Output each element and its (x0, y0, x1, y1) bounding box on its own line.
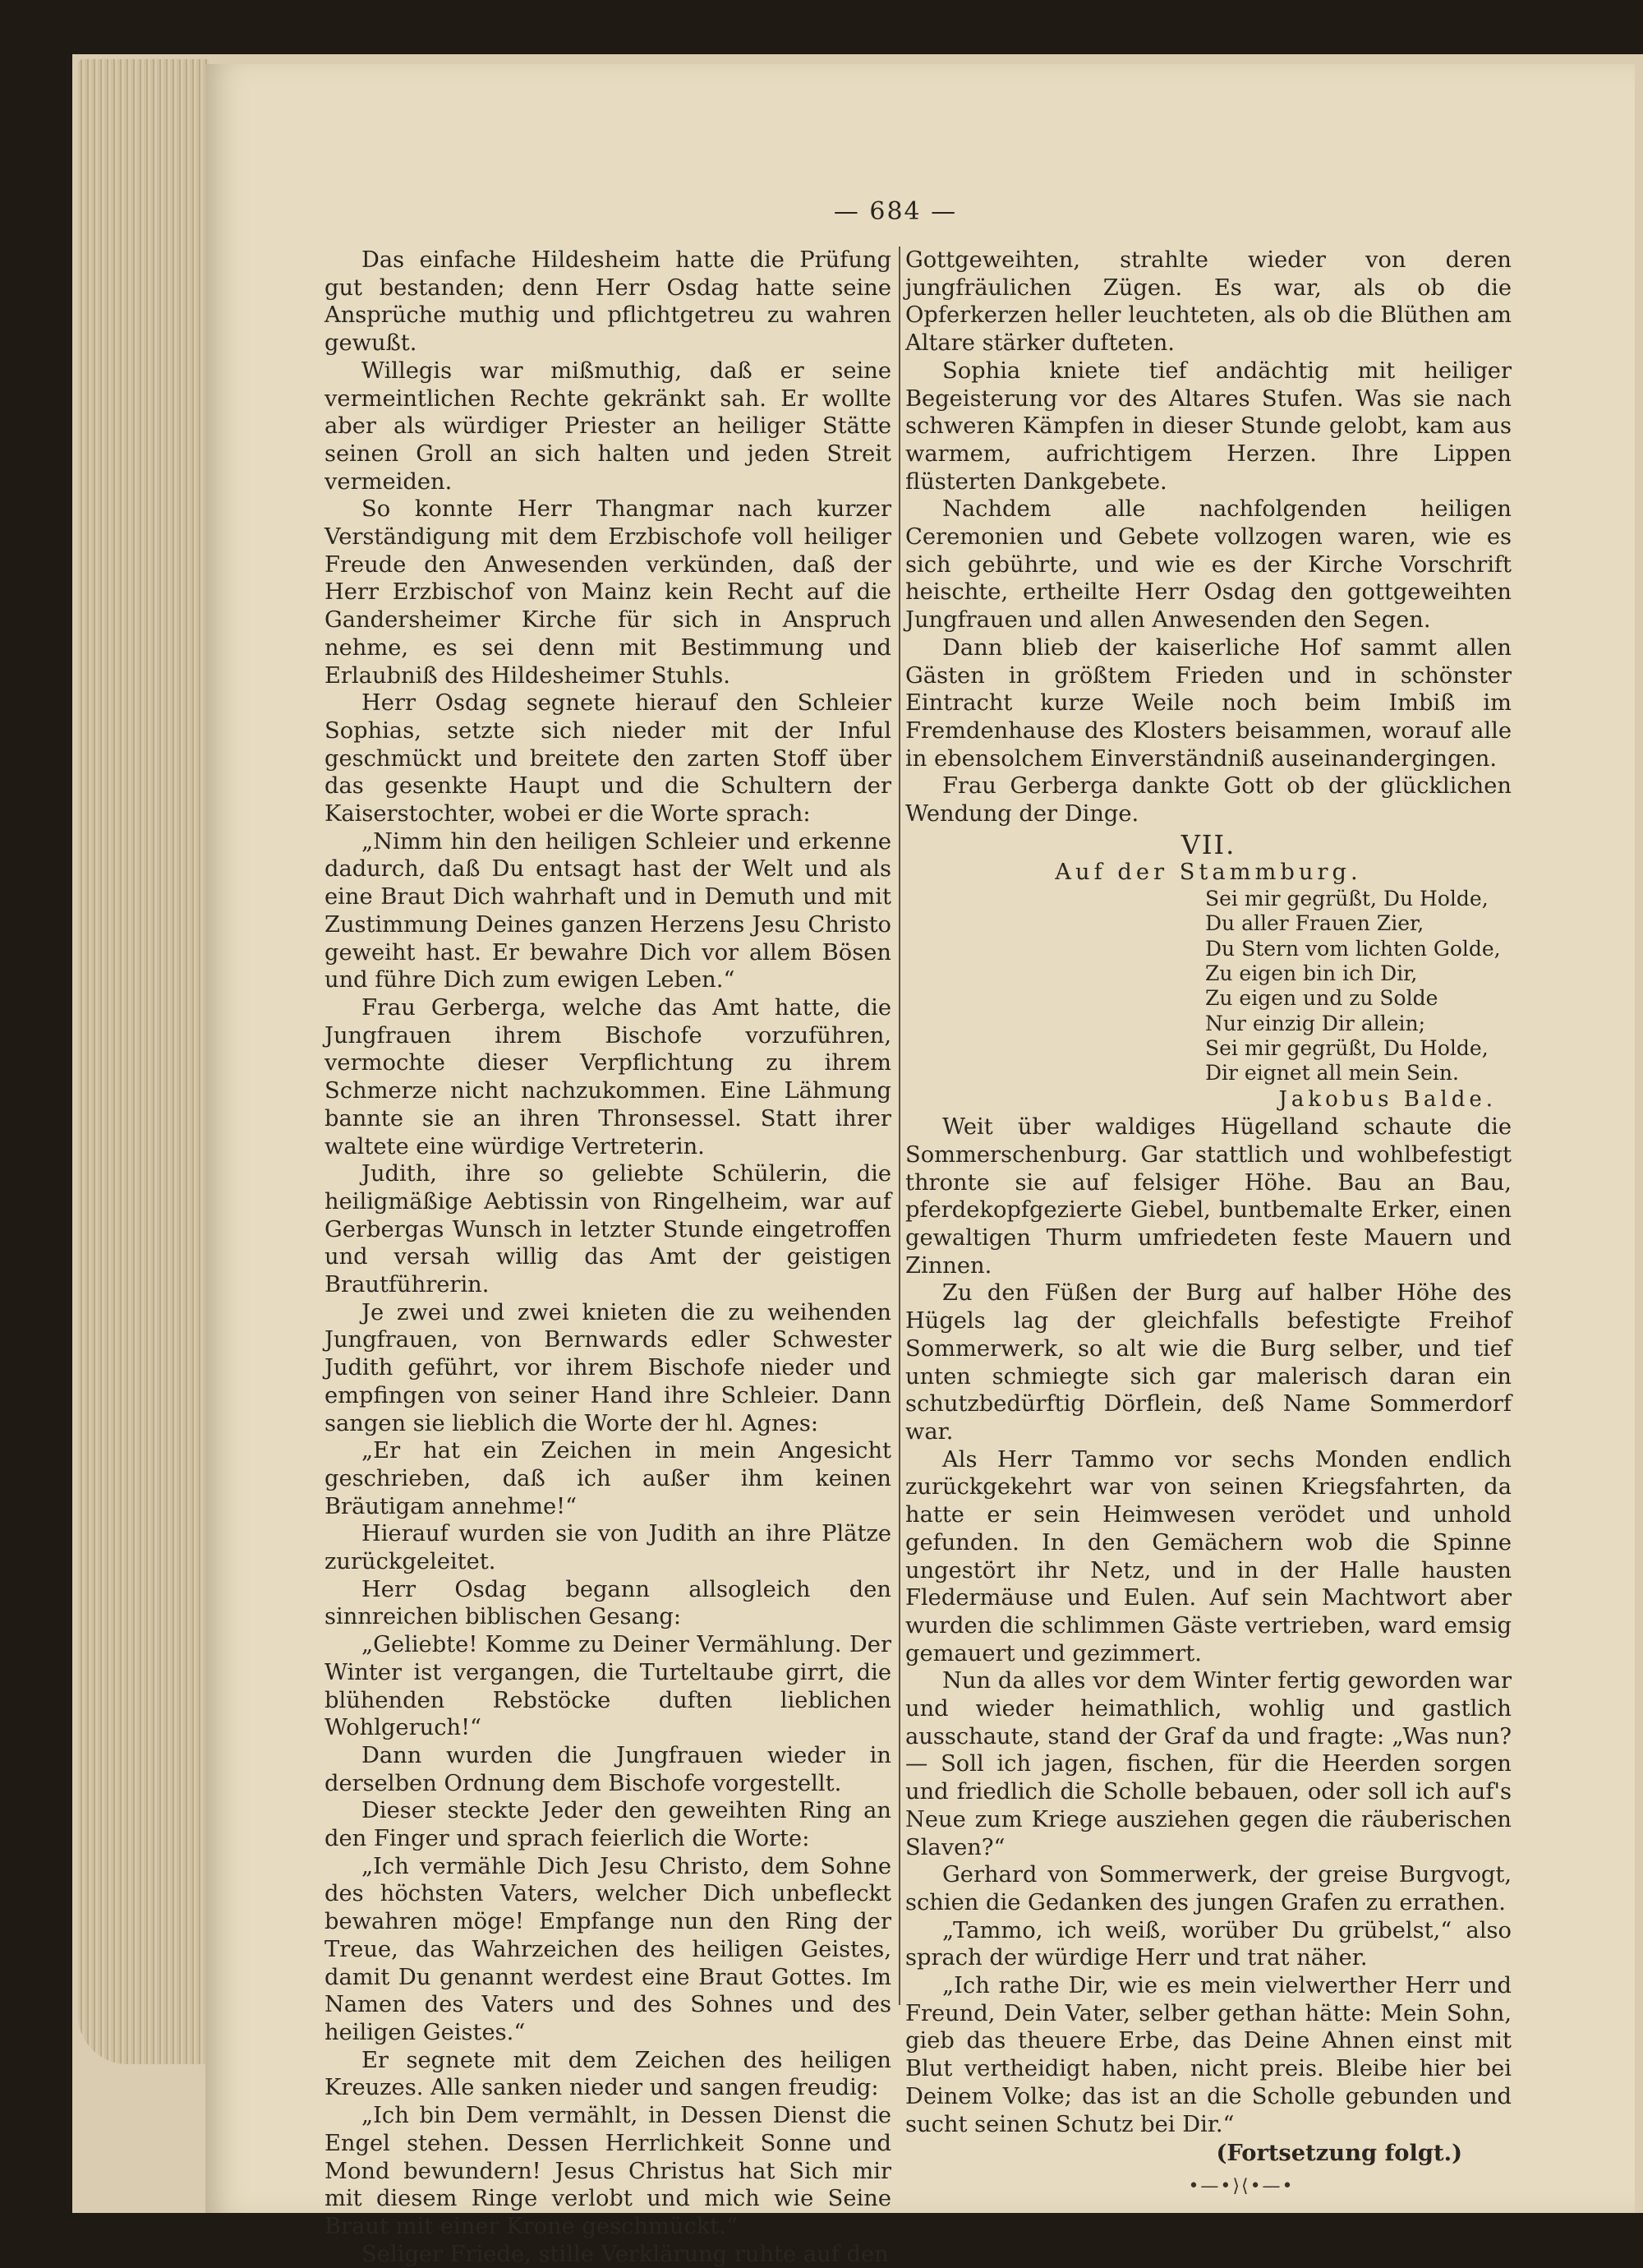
column-divider (899, 247, 900, 2005)
right-column-top (905, 247, 1512, 828)
paragraph: Das einfache Hildesheim hatte die Prüfung gut bestanden; denn Herr Osdag hatte seine Ansprüche muthig und pflichtgetreu zu wahren gewußt. (324, 247, 891, 357)
poem-line: Nur einzig Dir allein; (1205, 1011, 1426, 1035)
chapter-number: VII. (1180, 828, 1236, 860)
paragraph: „Tammo, ich weiß, worüber Du grübelst,“ also sprach der würdige Herr und trat näher. (905, 1917, 1512, 1971)
paragraph: Seliger Friede, stille Verklärung ruhte auf den (361, 2241, 889, 2267)
paragraph: Dieser steckte Jeder den geweihten Ring an den Finger und sprach feierlich die Worte: (324, 1798, 891, 1852)
poem-line: Du aller Frauen Zier, (1205, 911, 1424, 936)
continuation-note: (Fortsetzung folgt.) (1216, 2140, 1462, 2167)
paragraph: „Ich bin Dem vermählt, in Dessen Dienst die Engel stehen. Dessen Herrlichkeit Sonne und Mond bewundern! Jesus Christus hat Sich mir mit diesem Ringe verlobt und mich wie Seine Braut mit einer Krone geschmückt.“ (324, 2103, 891, 2239)
paragraph: Gerhard von Sommerwerk, der greise Burgvogt, schien die Gedanken des jungen Grafen zu errathen. (905, 1862, 1512, 1915)
paragraph: Zu den Füßen der Burg auf halber Höhe des Hügels lag der gleichfalls befestigte Freihof Sommerwerk, so alt wie die Burg selber, und tief unten schmiegte sich gar malerisch daran ein schutzbedürftig Dörflein, deß Name Sommerdorf war. (905, 1280, 1512, 1445)
poem-line: Sei mir gegrüßt, Du Holde, (1205, 1035, 1489, 1060)
paragraph: Willegis war mißmuthig, daß er seine vermeintlichen Rechte gekränkt sah. Er wollte aber als würdiger Priester an heiliger Stätte seinen Groll an sich halten und jeden Streit vermeiden. (324, 357, 891, 495)
paragraph: Frau Gerberga dankte Gott ob der glücklichen Wendung der Dinge. (905, 773, 1512, 827)
right-column (905, 247, 1512, 2201)
poem-line: Zu eigen und zu Solde (1205, 986, 1438, 1011)
paragraph: Weit über waldiges Hügelland schaute die Sommerschenburg. Gar stattlich und wohlbefestigt thronte sie auf felsiger Höhe. Bau an Bau, pferdekopfgezierte Giebel, buntbemalte Erker, einen gewaltigen Thurm umfriedeten feste Mauern und Zinnen. (905, 1114, 1512, 1279)
paragraph: So konnte Herr Thangmar nach kurzer Verständigung mit dem Erzbischofe voll heiliger Freude den Anwesenden verkünden, daß der Herr Erzbischof von Mainz kein Recht auf die Gandersheimer Kirche für sich in Anspruch nehme, es sei denn mit Bestimmung und Erlaubniß des Hildesheimer Stuhls. (324, 496, 891, 689)
paragraph: Als Herr Tammo vor sechs Monden endlich zurückgekehrt war von seinen Kriegsfahrten, da hatte er sein Heimwesen verödet und unhold gefunden. In den Gemächern wob die Spinne ungestört ihr Netz, und in der Halle hausten Fledermäuse und Eulen. Auf sein Machtwort aber wurden die schlimmen Gäste vertrieben, ward emsig gemauert und gezimmert. (905, 1446, 1512, 1666)
paragraph: Judith, ihre so geliebte Schülerin, die heiligmäßige Aebtissin von Ringelheim, war auf Gerbergas Wunsch in letzter Stunde eingetroffen und versah willig das Amt der geistigen Brautführerin. (324, 1161, 891, 1298)
paragraph: Nun da alles vor dem Winter fertig geworden war und wieder heimathlich, wohlig und gastlich ausschaute, stand der Graf da und fragte: „Was nun? — Soll ich jagen, fischen, für die Heerden sorgen und friedlich die Scholle bebauen, oder soll ich auf's Neue zum Kriege ausziehen gegen die räuberischen Slaven?“ (905, 1668, 1512, 1860)
paragraph: Gottgeweihten, strahlte wieder von deren jungfräulichen Zügen. Es war, als ob die Opferkerzen heller leuchteten, als ob die Blüthen am Altare stärker dufteten. (905, 247, 1512, 357)
chapter-title: Auf der Stammburg. (1055, 860, 1362, 886)
right-column-bottom (905, 1113, 1512, 2138)
paragraph: Sophia kniete tief andächtig mit heiliger Begeisterung vor des Altares Stufen. Was sie nach schweren Kämpfen in dieser Stunde gelobt, kam aus warmem, aufrichtigem Herzen. Ihre Lippen flüsterten Dankgebete. (905, 357, 1512, 495)
paragraph: „Nimm hin den heiligen Schleier und erkenne dadurch, daß Du entsagt hast der Welt und als eine Braut Dich wahrhaft und in Demuth und mit Zustimmung Deines ganzen Herzens Jesu Christo geweiht hast. Er bewahre Dich vor allem Bösen und führe Dich zum ewigen Leben.“ (324, 828, 891, 993)
poem (1205, 887, 1512, 1086)
left-column (324, 247, 891, 2268)
page-edges (78, 59, 209, 2064)
poem-author: Jakobus Balde. (1278, 1086, 1497, 1112)
paragraph: Dann wurden die Jungfrauen wieder in derselben Ordnung dem Bischofe vorgestellt. (324, 1742, 891, 1796)
poem-line: Zu eigen bin ich Dir, (1205, 961, 1418, 986)
paragraph: Herr Osdag segnete hierauf den Schleier Sophias, setzte sich nieder mit der Inful geschmückt und breitete den zarten Stoff über das gesenkte Haupt und die Schultern der Kaiserstochter, wobei er die Worte sprach: (324, 690, 891, 827)
paragraph: „Geliebte! Komme zu Deiner Vermählung. Der Winter ist vergangen, die Turteltaube girrt, die blühenden Rebstöcke duften lieblichen Wohlgeruch!“ (324, 1632, 891, 1741)
paragraph: Frau Gerberga, welche das Amt hatte, die Jungfrauen ihrem Bischofe vorzuführen, vermochte dieser Verpflichtung zu ihrem Schmerze nicht nachzukommen. Eine Lähmung bannte sie an ihren Thronsessel. Statt ihrer waltete eine würdige Vertreterin. (324, 994, 891, 1159)
page-number: — 684 — (833, 197, 958, 226)
paragraph: Hierauf wurden sie von Judith an ihre Plätze zurückgeleitet. (324, 1521, 891, 1575)
poem-line: Dir eignet all mein Sein. (1205, 1061, 1459, 1086)
paragraph: Herr Osdag begann allsogleich den sinnreichen biblischen Gesang: (324, 1576, 891, 1630)
paragraph: „Ich rathe Dir, wie es mein vielwerther Herr und Freund, Dein Vater, selber gethan hätte: Mein Sohn, gieb das theuere Erbe, das Deine Ahnen einst mit Blut vertheidigt haben, nicht preis. Bleibe hier bei Deinem Volke; das ist an die Scholle gebunden und sucht seinen Schutz bei Dir.“ (905, 1973, 1512, 2137)
poem-line: Sei mir gegrüßt, Du Holde, (1205, 887, 1489, 911)
paragraph: „Er hat ein Zeichen in mein Angesicht geschrieben, daß ich außer ihm keinen Bräutigam annehme!“ (324, 1438, 891, 1519)
paragraph: Er segnete mit dem Zeichen des heiligen Kreuzes. Alle sanken nieder und sangen freudig: (324, 2047, 891, 2101)
paragraph: „Ich vermähle Dich Jesu Christo, dem Sohne des höchsten Vaters, welcher Dich unbefleckt bewahren möge! Empfange nun den Ring der Treue, das Wahrzeichen des heiligen Geistes, damit Du genannt werdest eine Braut Gottes. Im Namen des Vaters und des Sohnes und des heiligen Geistes.“ (324, 1853, 891, 2045)
paragraph: Nachdem alle nachfolgenden heiligen Ceremonien und Gebete vollzogen waren, wie es sich gebührte, und wie es der Kirche Vorschrift heischte, ertheilte Herr Osdag den gottgeweihten Jungfrauen und allen Anwesenden den Segen. (905, 496, 1512, 634)
paragraph: Dann blieb der kaiserliche Hof sammt allen Gästen in größtem Frieden und in schönster Eintracht kurze Weile noch beim Imbiß im Fremdenhause des Klosters beisammen, worauf alle in ebensolchem Einverständniß auseinandergingen. (905, 634, 1512, 772)
ornament-divider: •—•⟩⟨•—• (1188, 2175, 1295, 2197)
poem-line: Du Stern vom lichten Golde, (1205, 936, 1501, 961)
paragraph: Je zwei und zwei knieten die zu weihenden Jungfrauen, von Bernwards edler Schwester Judith geführt, vor ihrem Bischofe nieder und empfingen von seiner Hand ihre Schleier. Dann sangen sie lieblich die Worte der hl. Agnes: (324, 1299, 891, 1436)
